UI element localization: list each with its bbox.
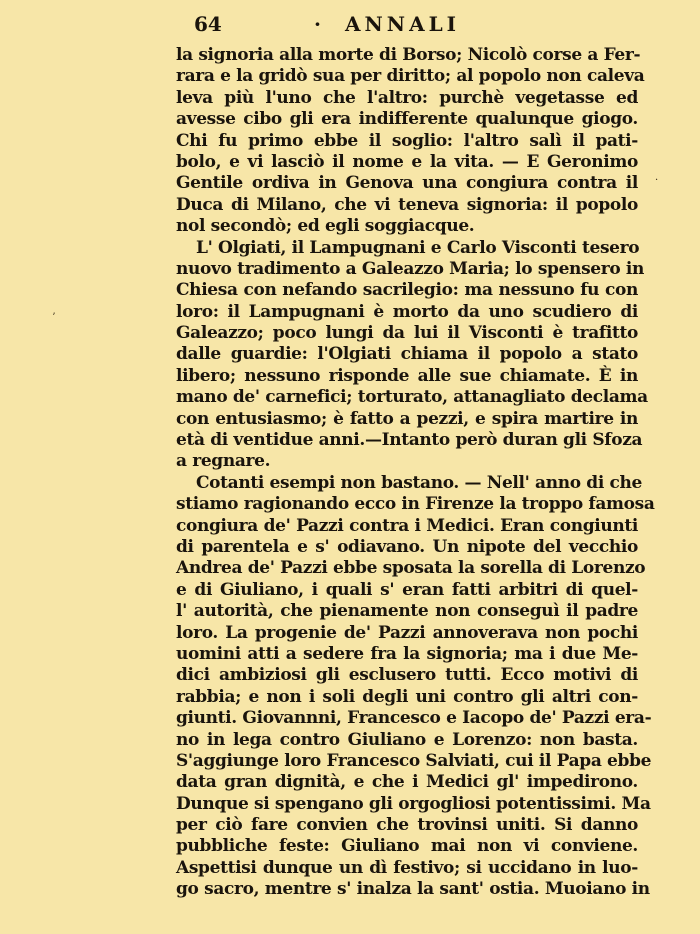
text-line: Dunque si spengano gli orgogliosi potentissimi. Ma [176,793,651,814]
page-header [180,12,650,40]
text-line: con entusiasmo; è fatto a pezzi, e spira martire in [176,408,638,429]
text-line: Chiesa con nefando sacrilegio: ma nessuno fu con [176,280,638,301]
text-line: go sacro, mentre s' inalza la sant' ostia. Muoiano in [176,879,650,900]
text-line: no in lega contro Giuliano e Lorenzo: non basta. [176,729,638,750]
text-line: nuovo tradimento a Galeazzo Maria; lo spensero in [176,258,645,279]
text-line: avesse cibo gli era indifferente qualunque giogo. [176,109,638,130]
text-line: leva più l'uno che l'altro: purchè vegetasse ed [176,87,638,108]
paragraph-start-line: Cotanti esempi non bastano. — Nell' anno di che [196,472,642,493]
paper-speck: · [655,175,659,186]
text-line: Gentile ordiva in Genova una congiura contra il [176,173,638,194]
text-line: la signoria alla morte di Borso; Nicolò corse a Fer- [176,45,641,65]
text-line: Duca di Milano, che vi teneva signoria: il popolo [176,194,638,215]
text-line: stiamo ragionando ecco in Firenze la troppo famosa [176,494,655,515]
text-line: pubbliche feste: Giuliano mai non vi conviene. [176,836,638,857]
text-line: loro. La progenie de' Pazzi annoverava non pochi [176,622,638,643]
paragraph-start-line: L' Olgiati, il Lampugnani e Carlo Visconti tesero [196,237,640,258]
text-line: Galeazzo; poco lungi da lui il Visconti è trafitto [176,323,638,344]
paper-speck: ʼ [52,312,56,323]
text-line: congiura de' Pazzi contra i Medici. Eran congiunti [176,515,638,536]
running-title: ANNALI [345,12,461,36]
text-line: e di Giuliano, i quali s' eran fatti arbitri di quel- [176,579,638,600]
page-number: 64 [194,12,222,36]
header-separator-dot: · [314,12,321,36]
text-line: età di ventidue anni.—Intanto però duran gli Sfoza [176,430,643,451]
text-line: data gran dignità, e che i Medici gl' impedirono. [176,772,638,793]
text-line: rara e la gridò sua per diritto; al popolo non caleva [176,66,645,87]
body-text [176,45,655,901]
text-line: per ciò fare convien che trovinsi uniti. Si danno [176,815,638,836]
text-line: mano de' carnefici; torturato, attanagliato declama [176,387,648,408]
text-line: dalle guardie: l'Olgiati chiama il popolo a stato [176,344,638,365]
text-line: loro: il Lampugnani è morto da uno scudiero di [176,301,638,322]
text-line: nol secondò; ed egli soggiacque. [176,216,475,237]
text-line: giunti. Giovannni, Francesco e Iacopo de' Pazzi era- [176,708,652,729]
text-line: dici ambiziosi gli esclusero tutti. Ecco motivi di [176,665,638,686]
text-line: Andrea de' Pazzi ebbe sposata la sorella di Lorenzo [176,558,646,579]
text-line: l' autorità, che pienamente non conseguì il padre [176,601,638,622]
text-line: Aspettisi dunque un dì festivo; si uccidano in luo- [176,857,638,878]
text-line: a regnare. [176,451,271,472]
text-line: bolo, e vi lasciò il nome e la vita. — E Geronimo [176,151,638,172]
text-line: di parentela e s' odiavano. Un nipote del vecchio [176,536,638,557]
text-line: libero; nessuno risponde alle sue chiamate. È in [176,365,638,386]
text-line: Chi fu primo ebbe il soglio: l'altro salì il pati- [176,130,638,151]
text-line: rabbia; e non i soli degli uni contro gli altri con- [176,686,638,707]
text-line: S'aggiunge loro Francesco Salviati, cui il Papa ebbe [176,750,652,771]
text-line: uomini atti a sedere fra la signoria; ma i due Me- [176,643,638,664]
